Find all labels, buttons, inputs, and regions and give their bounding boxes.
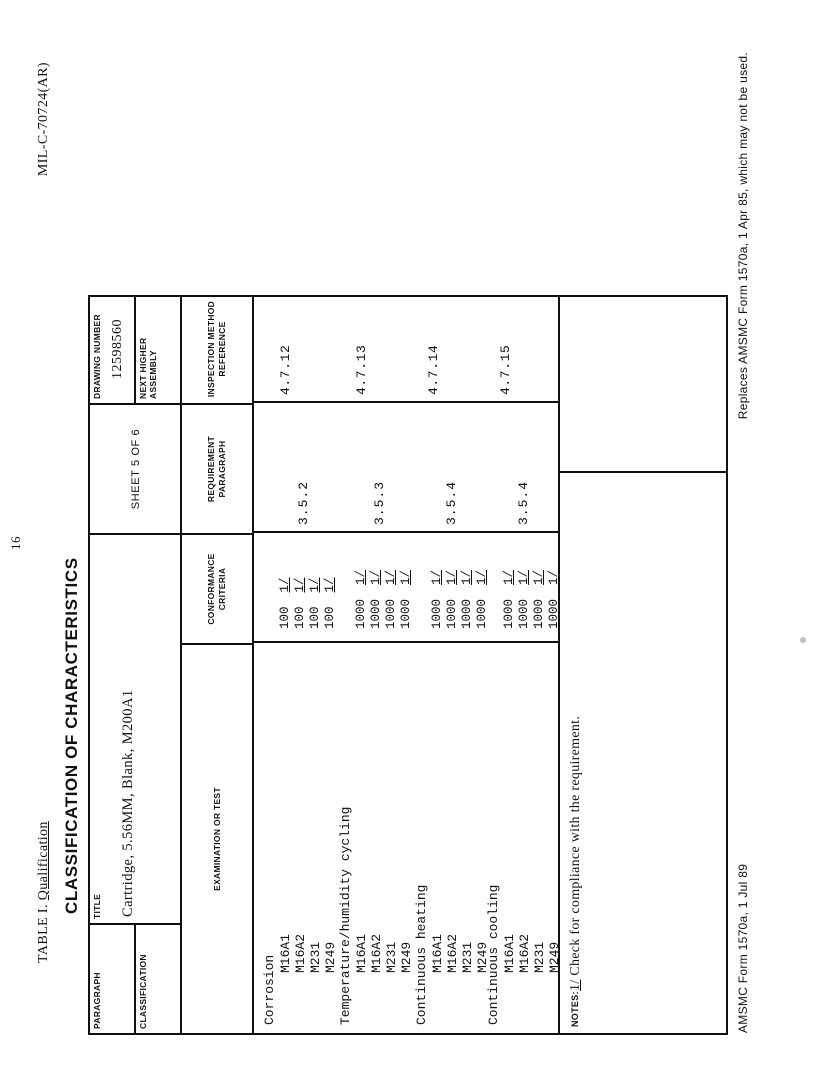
conformance-note: 1/ bbox=[278, 577, 292, 593]
spec-number: MIL-C-70724(AR) bbox=[36, 62, 51, 177]
conformance-note: 1/ bbox=[502, 569, 516, 585]
conformance-note: 1/ bbox=[532, 569, 546, 585]
classification-label: CLASSIFICATION bbox=[138, 954, 148, 1029]
test-name: Temperature/humidity cycling bbox=[338, 806, 353, 1025]
list-item: M249 bbox=[323, 941, 338, 973]
classification-header-cell bbox=[136, 923, 182, 1033]
conformance-values bbox=[502, 570, 562, 629]
next-higher-assembly-cell bbox=[136, 295, 182, 403]
list-item: M231 bbox=[460, 941, 475, 973]
scan-artifact bbox=[800, 637, 806, 643]
item-list bbox=[430, 934, 490, 973]
requirement-paragraph: 3.5.3 bbox=[372, 480, 387, 525]
list-item: M249 bbox=[399, 941, 414, 973]
conformance-value: 1000 bbox=[547, 598, 561, 629]
inspection-method: 4.7.14 bbox=[426, 344, 441, 395]
conformance-note: 1/ bbox=[399, 569, 413, 585]
conformance-note: 1/ bbox=[475, 569, 489, 585]
conformance-value: 1000 bbox=[460, 598, 474, 629]
sheet-text: SHEET 5 OF 6 bbox=[130, 428, 142, 510]
list-item: M16A1 bbox=[430, 933, 445, 973]
conformance-note: 1/ bbox=[460, 569, 474, 585]
conformance-note: 1/ bbox=[354, 569, 368, 585]
conformance-values bbox=[354, 570, 414, 629]
conformance-note: 1/ bbox=[430, 569, 444, 585]
drawing-number-value: 12598560 bbox=[110, 319, 125, 379]
conformance-value: 1000 bbox=[369, 598, 383, 629]
conformance-note: 1/ bbox=[369, 569, 383, 585]
column-divider-examination bbox=[254, 641, 558, 643]
drawing-number-label: DRAWING NUMBER bbox=[92, 314, 102, 399]
test-name: Continuous cooling bbox=[486, 884, 501, 1025]
classification-table bbox=[88, 295, 728, 1035]
conformance-value: 1000 bbox=[354, 598, 368, 629]
conformance-note: 1/ bbox=[547, 569, 561, 585]
note-marker: 1/ bbox=[568, 979, 583, 991]
inspection-method: 4.7.13 bbox=[354, 344, 369, 395]
page-number: 16 bbox=[8, 536, 23, 550]
requirement-paragraph: 3.5.4 bbox=[444, 480, 459, 525]
conformance-value: 1000 bbox=[445, 598, 459, 629]
footer-form-left: AMSMC Form 1570a, 1 Jul 89 bbox=[736, 863, 750, 1033]
title-label: TITLE bbox=[92, 893, 102, 919]
notes-divider bbox=[560, 471, 728, 473]
list-item: M16A2 bbox=[293, 933, 308, 973]
item-list bbox=[354, 934, 414, 973]
title-header-cell bbox=[90, 533, 182, 923]
conformance-value: 1000 bbox=[399, 598, 413, 629]
conformance-value: 100 bbox=[323, 606, 337, 629]
table-body bbox=[254, 297, 560, 1033]
sheet-header-cell bbox=[90, 403, 182, 533]
inspection-method: 4.7.12 bbox=[278, 344, 293, 395]
title-value: Cartridge, 5.56MM, Blank, M200A1 bbox=[120, 689, 136, 917]
column-header-row bbox=[182, 297, 254, 1033]
list-item: M16A2 bbox=[369, 933, 384, 973]
test-name: Continuous heating bbox=[414, 884, 429, 1025]
table-header-band bbox=[90, 297, 182, 1033]
list-item: M16A1 bbox=[502, 933, 517, 973]
conformance-value: 100 bbox=[293, 606, 307, 629]
conformance-note: 1/ bbox=[445, 569, 459, 585]
list-item: M16A1 bbox=[354, 933, 369, 973]
conformance-values bbox=[278, 577, 338, 629]
conformance-value: 1000 bbox=[384, 598, 398, 629]
next-higher-assembly-label: NEXT HIGHER ASSEMBLY bbox=[138, 337, 158, 399]
table-caption-prefix: TABLE I. bbox=[36, 904, 51, 963]
requirement-paragraph: 3.5.2 bbox=[296, 480, 311, 525]
test-name: Corrosion bbox=[262, 954, 277, 1025]
list-item: M231 bbox=[532, 941, 547, 973]
column-header-examination: EXAMINATION OR TEST bbox=[182, 643, 252, 1033]
column-header-requirement: REQUIREMENT PARAGRAPH bbox=[182, 403, 252, 533]
conformance-value: 100 bbox=[308, 606, 322, 629]
conformance-value: 1000 bbox=[502, 598, 516, 629]
requirement-paragraph: 3.5.4 bbox=[516, 480, 531, 525]
column-divider-requirement bbox=[254, 401, 558, 403]
inspection-method: 4.7.15 bbox=[498, 344, 513, 395]
conformance-note: 1/ bbox=[384, 569, 398, 585]
conformance-value: 1000 bbox=[517, 598, 531, 629]
footer-form-right: Replaces AMSMC Form 1570a, 1 Apr 85, which may not be used. bbox=[736, 52, 750, 420]
conformance-note: 1/ bbox=[293, 577, 307, 593]
paragraph-header-cell bbox=[90, 923, 136, 1033]
list-item: M16A1 bbox=[278, 933, 293, 973]
drawing-number-cell bbox=[90, 295, 136, 403]
conformance-value: 1000 bbox=[475, 598, 489, 629]
notes-area bbox=[560, 297, 728, 1033]
note-text bbox=[568, 716, 584, 991]
notes-label: NOTES: bbox=[570, 991, 580, 1027]
table-caption bbox=[36, 821, 52, 963]
conformance-value: 1000 bbox=[532, 598, 546, 629]
conformance-note: 1/ bbox=[308, 577, 322, 593]
list-item: M249 bbox=[475, 941, 490, 973]
list-item: M231 bbox=[384, 941, 399, 973]
list-item: M16A2 bbox=[517, 933, 532, 973]
column-header-inspection: INSPECTION METHOD REFERENCE bbox=[206, 300, 227, 398]
conformance-value: 100 bbox=[278, 606, 292, 629]
conformance-note: 1/ bbox=[323, 577, 337, 593]
column-header-conformance: CONFORMANCE CRITERIA bbox=[182, 533, 252, 643]
list-item: M231 bbox=[308, 941, 323, 973]
note-body: Check for compliance with the requirement. bbox=[568, 715, 583, 976]
conformance-note: 1/ bbox=[517, 569, 531, 585]
paragraph-label: PARAGRAPH bbox=[92, 972, 102, 1029]
list-item: M249 bbox=[547, 941, 562, 973]
table-caption-title: Qualification bbox=[36, 821, 51, 901]
conformance-values bbox=[430, 570, 490, 629]
item-list bbox=[502, 934, 562, 973]
conformance-value: 1000 bbox=[430, 598, 444, 629]
column-divider-conformance bbox=[254, 531, 558, 533]
list-item: M16A2 bbox=[445, 933, 460, 973]
item-list bbox=[278, 934, 338, 973]
page-title: CLASSIFICATION OF CHARACTERISTICS bbox=[62, 557, 81, 914]
